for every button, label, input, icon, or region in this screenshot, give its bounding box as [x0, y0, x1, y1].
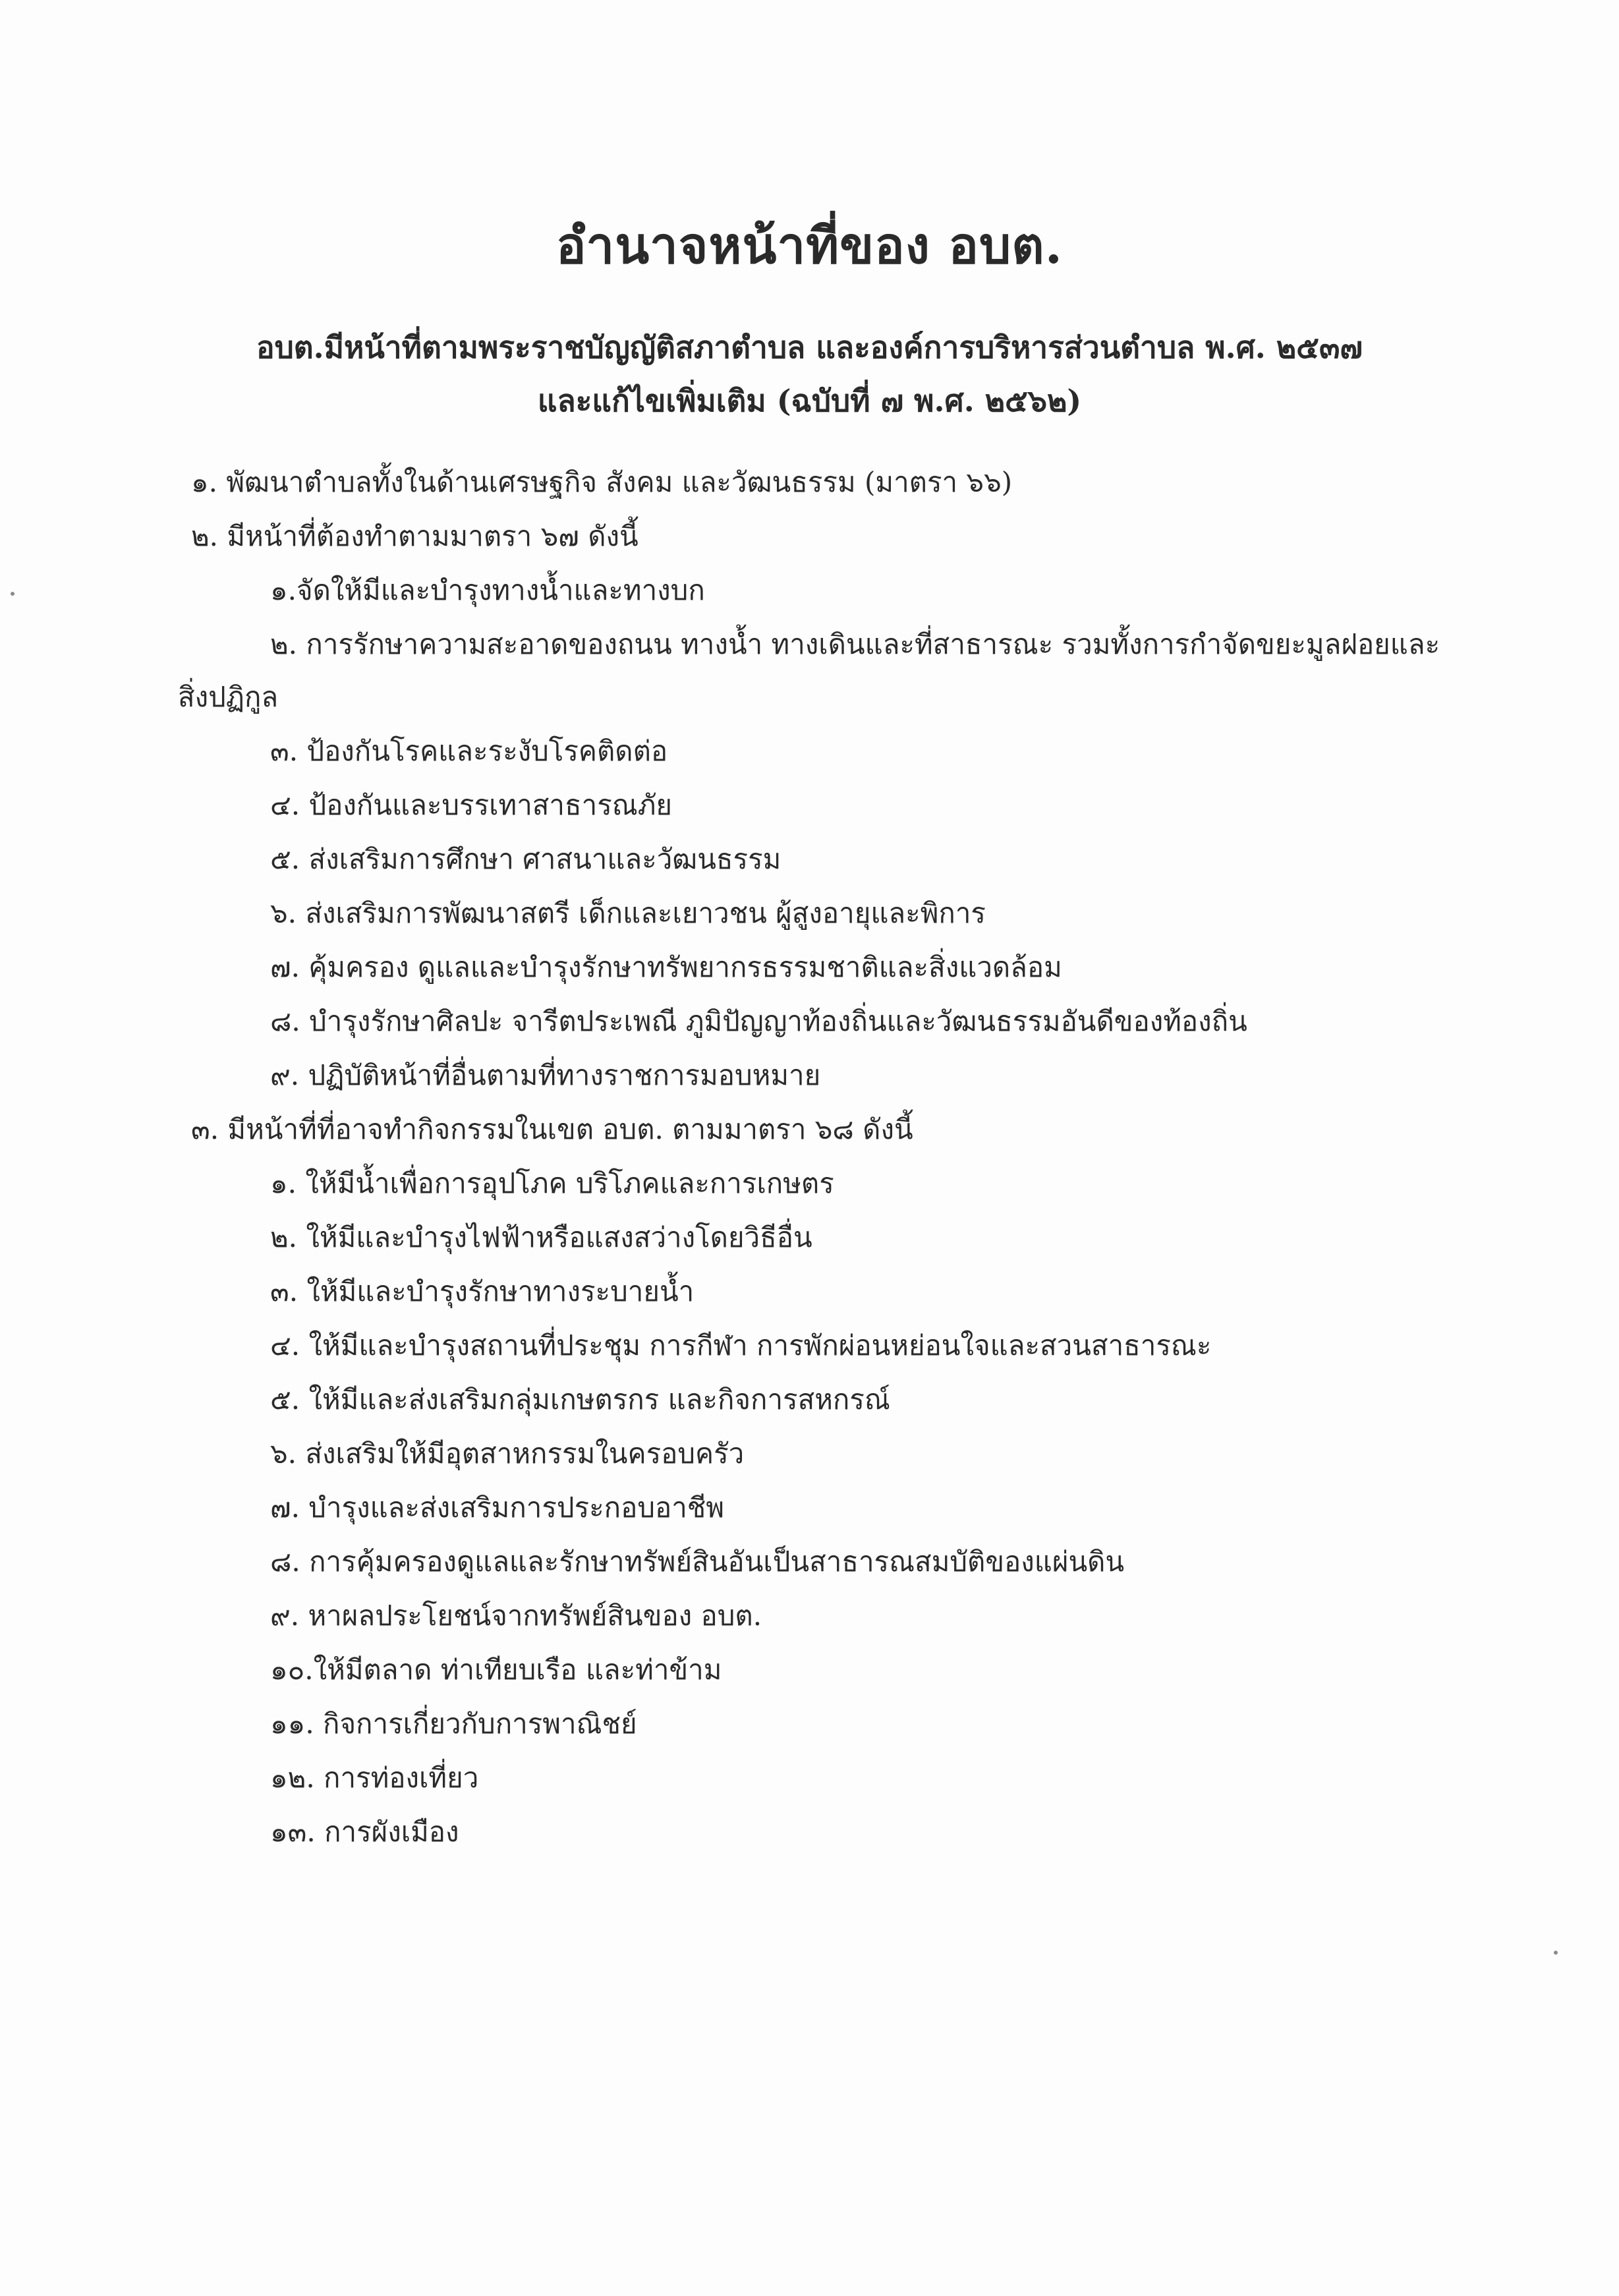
section-3-item-1: ๑. ให้มีน้ำเพื่อการอุปโภค บริโภคและการเกษตร [270, 1167, 834, 1199]
section-3-item-4: ๔. ให้มีและบำรุงสถานที่ประชุม การกีฬา การพักผ่อนหย่อนใจและสวนสาธารณะ [270, 1329, 1212, 1362]
section-2-item-7: ๗. คุ้มครอง ดูแลและบำรุงรักษาทรัพยากรธรรมชาติและสิ่งแวดล้อม [270, 951, 1062, 983]
page-title: อำนาจหน้าที่ของ อบต. [555, 216, 1064, 275]
subtitle-line-1: อบต.มีหน้าที่ตามพระราชบัญญัติสภาตำบล และองค์การบริหารส่วนตำบล พ.ศ. ๒๕๓๗ [256, 330, 1363, 365]
section-3-item-7: ๗. บำรุงและส่งเสริมการประกอบอาชีพ [270, 1491, 725, 1524]
scan-speck [1554, 1951, 1558, 1955]
section-3-item-13: ๑๓. การผังเมือง [270, 1816, 459, 1848]
section-3-item-9: ๙. หาผลประโยชน์จากทรัพย์สินของ อบต. [270, 1599, 762, 1632]
section-3-item-11: ๑๑. กิจการเกี่ยวกับการพาณิชย์ [270, 1708, 637, 1740]
section-2-item-6: ๖. ส่งเสริมการพัฒนาสตรี เด็กและเยาวชน ผู้สูงอายุและพิการ [270, 897, 986, 929]
section-2-item-5: ๕. ส่งเสริมการศึกษา ศาสนาและวัฒนธรรม [270, 843, 781, 875]
section-3-heading: ๓. มีหน้าที่ที่อาจทำกิจกรรมในเขต อบต. ตามมาตรา ๖๘ ดังนี้ [191, 1113, 913, 1145]
section-3-item-3: ๓. ให้มีและบำรุงรักษาทางระบายน้ำ [270, 1275, 695, 1307]
section-3-item-10: ๑๐.ให้มีตลาด ท่าเทียบเรือ และท่าข้าม [270, 1653, 722, 1686]
section-3-item-12: ๑๒. การท่องเที่ยว [270, 1762, 479, 1794]
section-2-item-8: ๘. บำรุงรักษาศิลปะ จารีตประเพณี ภูมิปัญญาท้องถิ่นและวัฒนธรรมอันดีของท้องถิ่น [270, 1005, 1247, 1037]
section-2-item-3: ๓. ป้องกันโรคและระงับโรคติดต่อ [270, 735, 668, 767]
section-3-item-8: ๘. การคุ้มครองดูแลและรักษาทรัพย์สินอันเป็นสาธารณสมบัติของแผ่นดิน [270, 1545, 1125, 1578]
section-3-item-2: ๒. ให้มีและบำรุงไฟฟ้าหรือแสงสว่างโดยวิธีอื่น [270, 1221, 812, 1253]
section-2-heading: ๒. มีหน้าที่ต้องทำตามมาตรา ๖๗ ดังนี้ [191, 520, 639, 552]
section-3-item-5: ๕. ให้มีและส่งเสริมกลุ่มเกษตรกร และกิจการสหกรณ์ [270, 1383, 890, 1416]
section-3-item-6: ๖. ส่งเสริมให้มีอุตสาหกรรมในครอบครัว [270, 1437, 745, 1470]
section-2-item-2: ๒. การรักษาความสะอาดของถนน ทางน้ำ ทางเดินและที่สาธารณะ รวมทั้งการกำจัดขยะมูลฝอยและ [270, 628, 1440, 660]
section-2-item-4: ๔. ป้องกันและบรรเทาสาธารณภัย [270, 789, 673, 821]
section-2-item-1: ๑.จัดให้มีและบำรุงทางน้ำและทางบก [270, 574, 705, 606]
section-2-item-2-continued: สิ่งปฏิกูล [178, 681, 279, 713]
section-1: ๑. พัฒนาตำบลทั้งในด้านเศรษฐกิจ สังคม และวัฒนธรรม (มาตรา ๖๖) [191, 466, 1013, 498]
subtitle-line-2: และแก้ไขเพิ่มเติม (ฉบับที่ ๗ พ.ศ. ๒๕๖๒) [537, 383, 1082, 418]
scan-speck [11, 592, 14, 596]
section-2-item-9: ๙. ปฏิบัติหน้าที่อื่นตามที่ทางราชการมอบหมาย [270, 1059, 821, 1091]
